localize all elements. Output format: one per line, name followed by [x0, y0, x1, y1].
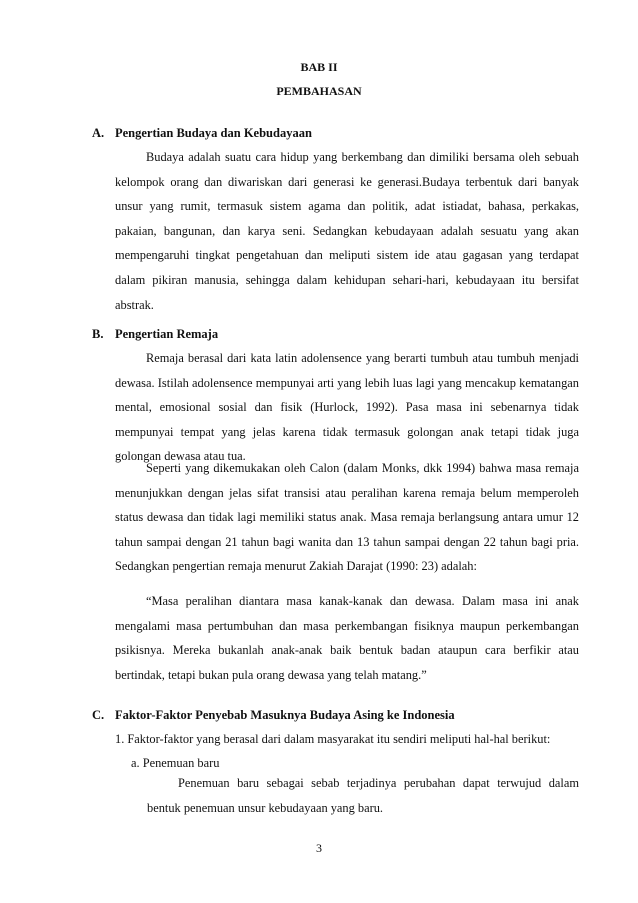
section-a-heading	[92, 126, 312, 141]
section-a-paragraph: Budaya adalah suatu cara hidup yang berkembang dan dimiliki bersama oleh sebuah kelompok orang dan diwariskan dari generasi ke generasi.Budaya terbentuk dari banyak unsur yang rumit, termasuk sistem agama dan politik, adat istiadat, bahasa, perkakas, pakaian, bangunan, dan karya seni. Sedangkan kebudayaan adalah sesuatu yang akan mempengaruhi tingkat pengetahuan dan meliputi sistem ide atau gagasan yang terdapat dalam pikiran manusia, sehingga dalam kehidupan sehari-hari, kebudayaan itu bersifat abstrak.	[115, 150, 579, 312]
page-number: 3	[316, 841, 322, 855]
section-c-list-item-1a: a. Penemuan baru	[131, 756, 220, 770]
section-a-letter: A.	[92, 126, 105, 140]
section-c-heading	[92, 708, 455, 723]
section-c-list-item-1: 1. Faktor-faktor yang berasal dari dalam masyarakat itu sendiri meliputi hal-hal berikut:	[115, 732, 551, 746]
section-c-list-item-1a-text: Penemuan baru sebagai sebab terjadinya perubahan dapat terwujud dalam bentuk penemuan unsur kebudayaan yang baru.	[147, 776, 579, 815]
chapter-title: PEMBAHASAN	[276, 84, 362, 98]
section-a-title: Pengertian Budaya dan Kebudayaan	[115, 126, 312, 140]
section-b-quote: “Masa peralihan diantara masa kanak-kanak dan dewasa. Dalam masa ini anak mengalami masa pertumbuhan dan masa perkembangan fisiknya maupun perkembangan psikisnya. Mereka bukanlah anak-anak baik bentuk badan ataupun cara berfikir atau bertindak, tetapi bukan pula orang dewasa yang telah matang.”	[115, 594, 579, 682]
chapter-label: BAB II	[300, 60, 338, 74]
section-b-paragraph-2: Seperti yang dikemukakan oleh Calon (dalam Monks, dkk 1994) bahwa masa remaja menunjukkan dengan jelas sifat transisi atau peralihan karena remaja belum memperoleh status dewasa dan tidak lagi memiliki status anak. Masa remaja berlangsung antara umur 12 tahun sampai dengan 21 tahun bagi wanita dan 13 tahun sampai dengan 22 tahun bagi pria. Sedangkan pengertian remaja menurut Zakiah Darajat (1990: 23) adalah:	[115, 461, 579, 574]
section-c-letter: C.	[92, 708, 105, 722]
section-b-heading	[92, 327, 218, 342]
section-b-title: Pengertian Remaja	[115, 327, 219, 341]
section-b-paragraph-1: Remaja berasal dari kata latin adolensence yang berarti tumbuh atau tumbuh menjadi dewasa. Istilah adolensence mempunyai arti yang lebih luas lagi yang mencakup kematangan mental, emosional sosial dan fisik (Hurlock, 1992). Pasa masa ini sebenarnya tidak mempunyai tempat yang jelas karena tidak termasuk golongan anak tetapi tidak juga golongan dewasa atau tua.	[115, 351, 579, 464]
section-b-letter: B.	[92, 327, 104, 341]
section-c-title: Faktor-Faktor Penyebab Masuknya Budaya Asing ke Indonesia	[115, 708, 455, 722]
